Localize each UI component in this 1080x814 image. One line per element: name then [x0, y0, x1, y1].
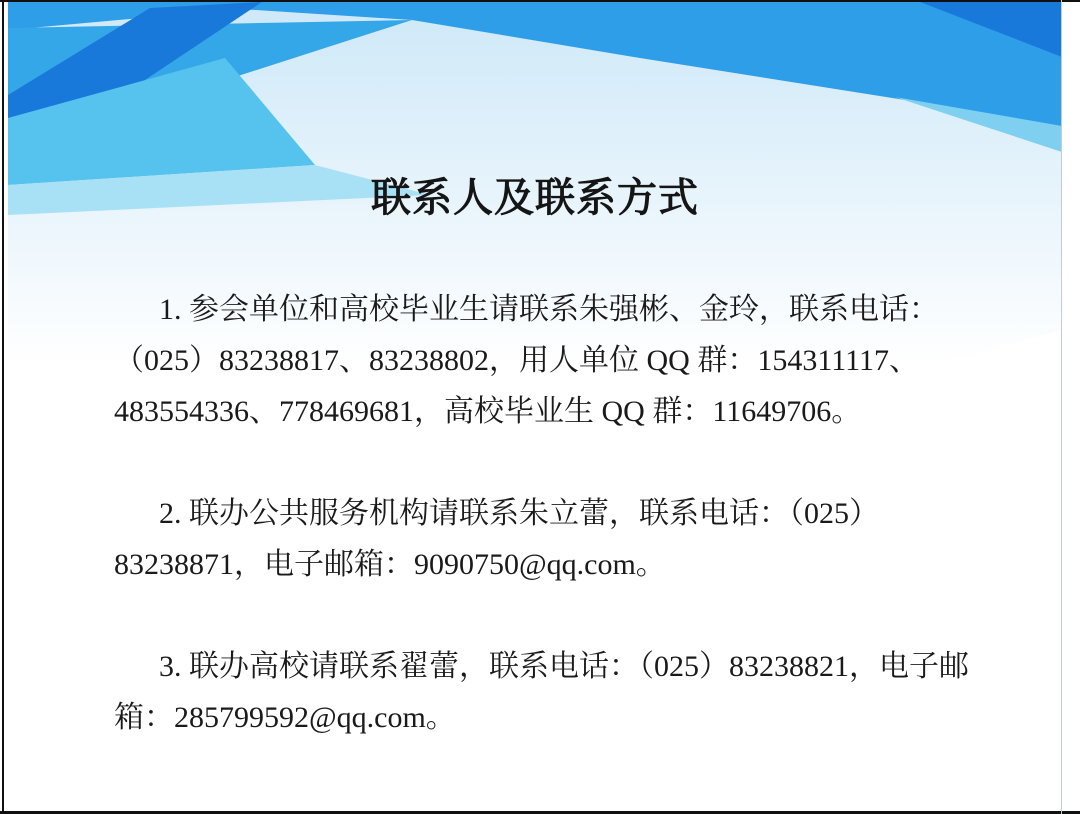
- contact-paragraph-universities: 3. 联办高校请联系翟蕾，联系电话：（025）83238821，电子邮箱：285799592@qq.com。: [114, 650, 969, 734]
- frame-border-top: [0, 0, 1080, 2]
- contact-paragraph-service-agencies: 2. 联办公共服务机构请联系朱立蕾，联系电话：（025）83238871，电子邮箱：9090750@qq.com。: [114, 497, 879, 581]
- slide-right-edge: [1061, 0, 1062, 814]
- frame-border-left: [2, 0, 4, 814]
- page-title: 联系人及联系方式: [371, 175, 699, 220]
- contact-text-block: [114, 284, 969, 794]
- contact-paragraph-employers: 1. 参会单位和高校毕业生请联系朱强彬、金玲，联系电话：（025）83238817、83238802，用人单位 QQ 群：154311117、483554336、778469681，高校毕业生 QQ 群：11649706。: [114, 293, 939, 428]
